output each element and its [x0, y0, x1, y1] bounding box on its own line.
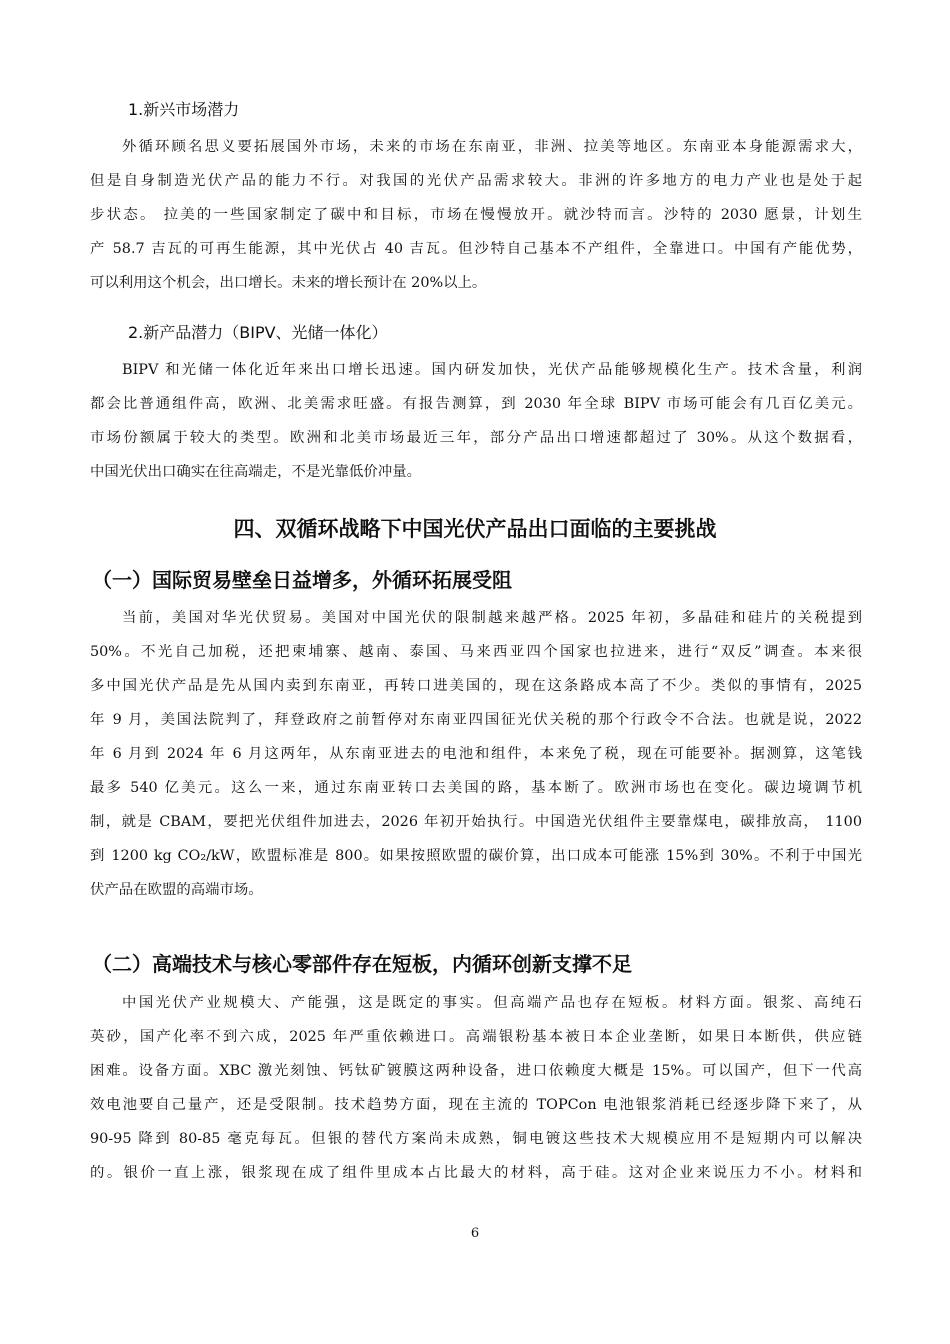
chapter-heading: 四、双循环战略下中国光伏产品出口面临的主要挑战 [233, 517, 717, 541]
text-line: 多中国光伏产品是先从国内卖到东南亚，再转口进美国的，现在这条路成本高了不少。类似的事情有，2025 [90, 678, 862, 694]
paragraph-emerging-markets [90, 130, 862, 300]
text-line: 90-95 降到 80-85 毫克每瓦。但银的替代方案尚未成熟，铜电镀这些技术大规模应用不是短期内可以解决 [90, 1131, 862, 1147]
text-line: 制，就是 CBAM，要把光伏组件加进去，2026 年初开始执行。中国造光伏组件主要靠煤电，碳排放高， 1100 [90, 814, 862, 830]
text-line: 当前，美国对华光伏贸易。美国对中国光伏的限制越来越严格。2025 年初，多晶硅和硅片的关税提到 [122, 610, 862, 626]
text-line: 步状态。 拉美的一些国家制定了碳中和目标，市场在慢慢放开。就沙特而言。沙特的 2030 愿景，计划生 [90, 207, 862, 223]
text-line: 到 1200 kg CO₂/kW，欧盟标准是 800。如果按照欧盟的碳价算，出口成本可能涨 15%到 30%。不利于中国光 [90, 848, 862, 864]
text-line: 中国光伏出口确实在往高端走，不是光靠低价冲量。 [90, 464, 421, 480]
paragraph-trade-barriers [90, 601, 862, 907]
text-line: 可以利用这个机会，出口增长。未来的增长预计在 20%以上。 [90, 275, 487, 291]
text-line: 年 6 月到 2024 年 6 月这两年，从东南亚进去的电池和组件，本来免了税，现在可能要补。据测算，这笔钱 [90, 746, 862, 762]
section-heading-trade-barriers: （一）国际贸易壁垒日益增多，外循环拓展受阻 [92, 568, 512, 592]
text-line: 效电池要自己量产，还是受限制。技术趋势方面，现在主流的 TOPCon 电池银浆消耗已经逐步降下来了，从 [90, 1097, 862, 1113]
text-line: 最多 540 亿美元。这么一来，通过东南亚转口去美国的路，基本断了。欧洲市场也在变化。碳边境调节机 [90, 780, 862, 796]
text-line: 外循环顾名思义要拓展国外市场，未来的市场在东南亚，非洲、拉美等地区。东南亚本身能源需求大， [122, 139, 862, 155]
text-line: 中国光伏产业规模大、产能强，这是既定的事实。但高端产品也存在短板。材料方面。银浆、高纯石 [122, 995, 862, 1011]
text-line: 50%。不光自己加税，还把柬埔寨、越南、泰国、马来西亚四个国家也拉进来，进行“双反”调查。本来很 [90, 644, 862, 660]
text-line: 伏产品在欧盟的高端市场。 [90, 882, 263, 898]
text-line: 困难。设备方面。XBC 激光刻蚀、钙钛矿镀膜这两种设备，进口依赖度大概是 15%。可以国产，但下一代高 [90, 1063, 862, 1079]
text-line: 产 58.7 吉瓦的可再生能源，其中光伏占 40 吉瓦。但沙特自己基本不产组件，全靠进口。中国有产能优势， [90, 241, 862, 257]
text-line: 的。银价一直上涨，银浆现在成了组件里成本占比最大的材料，高于硅。这对企业来说压力不小。材料和 [90, 1165, 862, 1181]
subsection-title-emerging-markets: 1.新兴市场潜力 [128, 100, 240, 119]
paragraph-technology-gaps [90, 986, 862, 1190]
text-line: 都会比普通组件高，欧洲、北美需求旺盛。有报告测算，到 2030 年全球 BIPV 市场可能会有几百亿美元。 [90, 396, 862, 412]
text-line: 英砂，国产化率不到六成，2025 年严重依赖进口。高端银粉基本被日本企业垄断，如果日本断供，供应链 [90, 1029, 862, 1045]
page-number: 6 [470, 1226, 480, 1241]
text-line: BIPV 和光储一体化近年来出口增长迅速。国内研发加快，光伏产品能够规模化生产。技术含量，利润 [122, 362, 862, 378]
text-line: 但是自身制造光伏产品的能力不行。对我国的光伏产品需求较大。非洲的许多地方的电力产业也是处于起 [90, 173, 862, 189]
subsection-title-new-products: 2.新产品潜力（BIPV、光储一体化） [128, 323, 388, 342]
section-heading-technology-gaps: （二）高端技术与核心零部件存在短板，内循环创新支撑不足 [92, 952, 632, 976]
paragraph-new-products [90, 353, 862, 489]
text-line: 市场份额属于较大的类型。欧洲和北美市场最近三年，部分产品出口增速都超过了 30%。从这个数据看， [90, 430, 862, 446]
text-line: 年 9 月，美国法院判了，拜登政府之前暂停对东南亚四国征光伏关税的那个行政令不合法。也就是说，2022 [90, 712, 862, 728]
